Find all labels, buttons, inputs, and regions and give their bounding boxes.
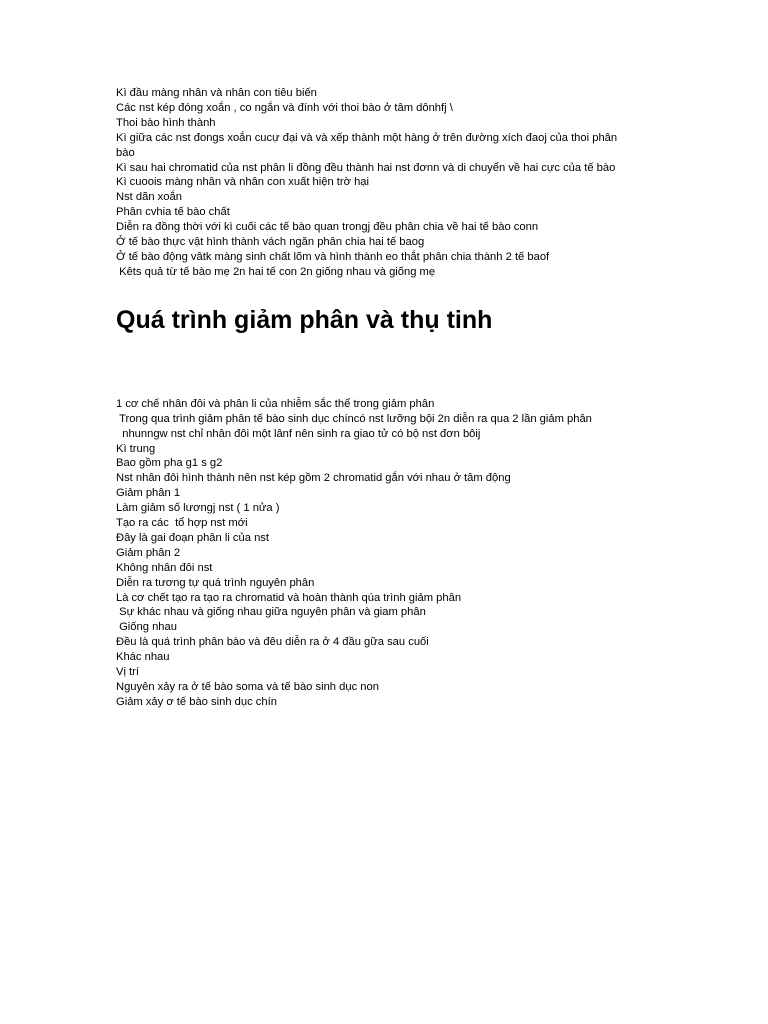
text-line: 1 cơ chế nhân đôi và phân li của nhiễm sắc thể trong giảm phân xyxy=(116,397,435,410)
text-line: Ở tế bào thực vật hình thành vách ngăn phân chia hai tế baog xyxy=(116,236,425,249)
text-line: Nguyên xảy ra ở tế bào soma và tế bào sinh dục non xyxy=(116,681,379,693)
text-line: Nst dãn xoắn xyxy=(116,191,182,204)
text-line: Khác nhau xyxy=(116,651,170,664)
text-line: Trong qua trình giảm phân tế bào sinh dục chíncó nst lưỡng bội 2n diễn ra qua 2 lần giảm phân xyxy=(116,412,592,425)
text-line: Vị trí xyxy=(116,666,139,679)
text-line: Đây là gai đoạn phân li của nst xyxy=(116,531,269,544)
text-line: Kì đầu màng nhân và nhân con tiêu biến xyxy=(116,87,317,99)
text-line: Là cơ chết tạo ra tạo ra chromatid và hoàn thành qúa trình giảm phân xyxy=(116,591,462,604)
text-line: nhunngw nst chỉ nhân đôi một lânf nên sinh ra giao tử có bộ nst đơn bôij xyxy=(116,427,481,440)
text-line: Diễn ra tương tự quá trình nguyên phân xyxy=(116,576,315,589)
text-line: Kì trung xyxy=(116,442,156,455)
text-line: Ở tế bào động vâtk màng sinh chất lõm và hình thành eo thắt phân chia thành 2 tế baof xyxy=(116,250,550,263)
text-line: Làm giảm số lươngj nst ( 1 nửa ) xyxy=(116,502,280,515)
text-line: Giống nhau xyxy=(116,621,177,634)
text-line: Không nhân đôi nst xyxy=(116,561,213,574)
section-heading: Quá trình giảm phân và thụ tinh xyxy=(116,305,493,334)
text-line: Kì cuoois màng nhân và nhân con xuất hiện trờ hại xyxy=(116,176,370,189)
text-line: Kì giữa các nst đongs xoắn cucự đại và và xếp thành một hàng ở trên đường xích đaoj của thoi phân xyxy=(116,131,618,144)
text-line: Giảm phân 2 xyxy=(116,546,181,559)
text-line: Các nst kép đóng xoắn , co ngắn và đính với thoi bào ở tâm dônhfj \ xyxy=(116,101,453,114)
text-line: Giảm xảy ơ tế bào sinh dục chín xyxy=(116,695,277,708)
section-mitosis xyxy=(116,86,656,280)
text-line: bào xyxy=(116,146,135,159)
text-line: Tạo ra các tổ hợp nst mới xyxy=(116,517,248,530)
text-line: Sự khác nhau và giống nhau giữa nguyên phân và giam phân xyxy=(116,606,426,619)
text-line: Diễn ra đồng thời với kì cuối các tế bào quan trongj đều phân chia về hai tế bào conn xyxy=(116,221,539,234)
section-meiosis xyxy=(116,397,656,710)
text-line: Nst nhân đôi hình thành nên nst kép gồm 2 chromatid gắn với nhau ở tâm động xyxy=(116,472,511,485)
text-line: Giảm phân 1 xyxy=(116,487,181,500)
text-line: Bao gồm pha g1 s g2 xyxy=(116,457,223,470)
text-line: Phân cvhia tế bào chất xyxy=(116,206,230,219)
text-line: Kêts quả từ tế bào mẹ 2n hai tế con 2n giống nhau và giống mẹ xyxy=(116,265,436,278)
document-content xyxy=(116,86,656,710)
text-line: Thoi bào hình thành xyxy=(116,116,216,129)
text-line: Kì sau hai chromatid của nst phân li đồng đều thành hai nst đơnn và di chuyển về hai cực của tế bào xyxy=(116,161,616,174)
text-line: Đều là quá trình phân bào và đêu diễn ra ở 4 đầu gữa sau cuối xyxy=(116,636,429,649)
